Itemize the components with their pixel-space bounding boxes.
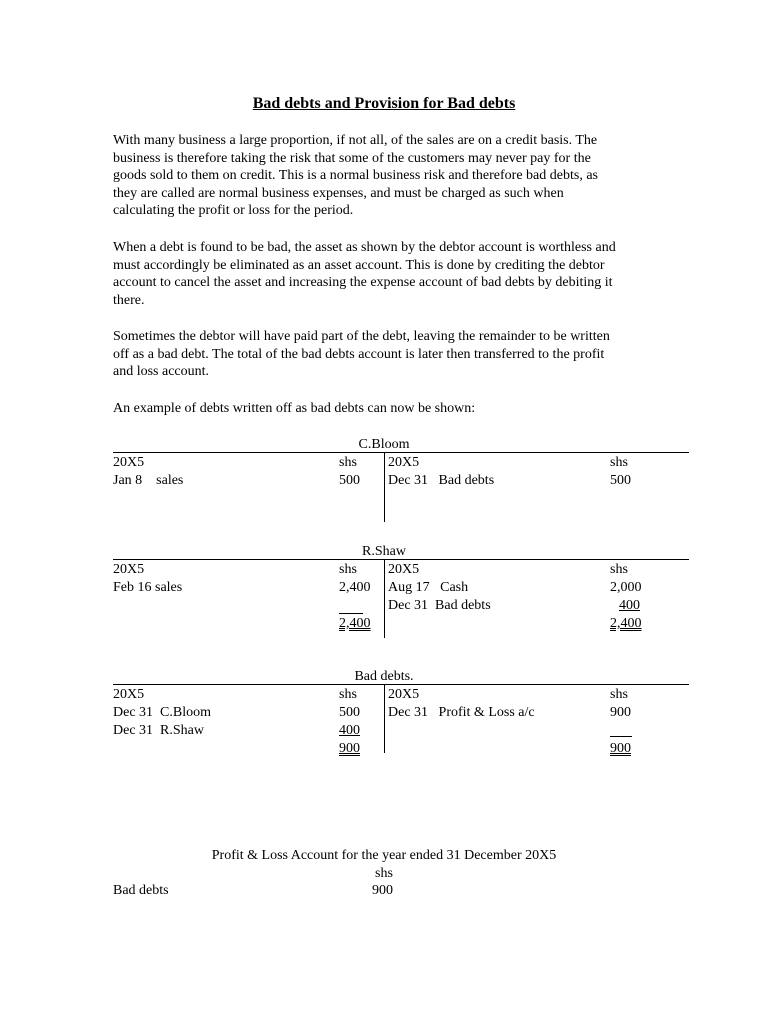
debit-unit: shs <box>339 455 357 470</box>
debit-year: 20X5 <box>113 562 145 577</box>
credit-unit: shs <box>610 455 628 470</box>
debit-entry-amount: 500 <box>339 473 360 488</box>
paragraph-example-intro <box>113 400 658 418</box>
account-rule <box>113 452 689 453</box>
text-line: there. <box>113 292 145 308</box>
debit-year: 20X5 <box>113 687 145 702</box>
pl-title: Profit & Loss Account for the year ended 31 December 20X5 <box>211 848 557 863</box>
pl-row-label: Bad debts <box>113 883 169 898</box>
credit-year: 20X5 <box>388 687 420 702</box>
debit-entry-amount: 400 <box>339 723 360 738</box>
account-rule <box>113 684 689 685</box>
text-line: and loss account. <box>113 364 210 380</box>
account-name: C.Bloom <box>358 437 410 452</box>
account-rule <box>113 559 689 560</box>
credit-entry-amount: 500 <box>610 473 631 488</box>
text-line: goods sold to them on credit. This is a normal business risk and therefore bad debts, as <box>113 168 598 184</box>
paragraph-credit-risk <box>113 132 658 220</box>
debit-entry-label: Dec 31 R.Shaw <box>113 723 204 738</box>
account-name: R.Shaw <box>362 544 406 559</box>
credit-total: 900 <box>610 741 631 756</box>
account-divider <box>384 453 385 522</box>
debit-entry-label: Feb 16 sales <box>113 580 183 595</box>
credit-entry-label: Dec 31 Bad debts <box>388 598 491 613</box>
text-line: An example of debts written off as bad debts can now be shown: <box>113 401 476 416</box>
debit-unit: shs <box>339 687 357 702</box>
debit-entry-label: Jan 8 sales <box>113 473 184 488</box>
paragraph-partial-payment <box>113 328 658 381</box>
total-rule <box>339 613 363 614</box>
debit-unit: shs <box>339 562 357 577</box>
credit-year: 20X5 <box>388 562 420 577</box>
pl-row-amount: 900 <box>372 883 393 898</box>
credit-total: 2,400 <box>610 616 642 631</box>
text-line: off as a bad debt. The total of the bad debts account is later then transferred to the profit <box>113 346 605 362</box>
credit-entry-amount: 400 <box>619 598 640 613</box>
credit-entry-label: Dec 31 Bad debts <box>388 473 495 488</box>
credit-unit: shs <box>610 562 628 577</box>
text-line: With many business a large proportion, if not all, of the sales are on a credit basis. The <box>113 133 598 148</box>
debit-total: 900 <box>339 741 360 756</box>
debit-entry-amount: 2,400 <box>339 580 371 595</box>
pl-unit: shs <box>375 866 393 881</box>
text-line: account to cancel the asset and increasing the expense account of bad debts by debiting it <box>113 275 613 291</box>
paragraph-bad-debt-entry <box>113 239 658 309</box>
credit-entry-amount: 2,000 <box>610 580 642 595</box>
text-line: calculating the profit or loss for the period. <box>113 203 354 219</box>
credit-entry-amount: 900 <box>610 705 631 720</box>
credit-unit: shs <box>610 687 628 702</box>
credit-entry-label: Aug 17 Cash <box>388 580 469 595</box>
account-divider <box>384 560 385 638</box>
page-title: Bad debts and Provision for Bad debts <box>252 95 516 112</box>
account-name: Bad debts. <box>354 669 414 684</box>
text-line: they are called are normal business expenses, and must be charged as such when <box>113 185 564 201</box>
account-divider <box>384 685 385 753</box>
text-line: business is therefore taking the risk that some of the customers may never pay for the <box>113 150 591 166</box>
text-line: Sometimes the debtor will have paid part of the debt, leaving the remainder to be written <box>113 329 610 344</box>
total-rule <box>610 736 632 737</box>
credit-year: 20X5 <box>388 455 420 470</box>
debit-total: 2,400 <box>339 616 371 631</box>
debit-year: 20X5 <box>113 455 145 470</box>
debit-entry-amount: 500 <box>339 705 360 720</box>
text-line: When a debt is found to be bad, the asset as shown by the debtor account is worthless and <box>113 240 616 255</box>
text-line: must accordingly be eliminated as an asset account. This is done by crediting the debtor <box>113 257 605 273</box>
credit-entry-label: Dec 31 Profit & Loss a/c <box>388 705 535 720</box>
debit-entry-label: Dec 31 C.Bloom <box>113 705 211 720</box>
